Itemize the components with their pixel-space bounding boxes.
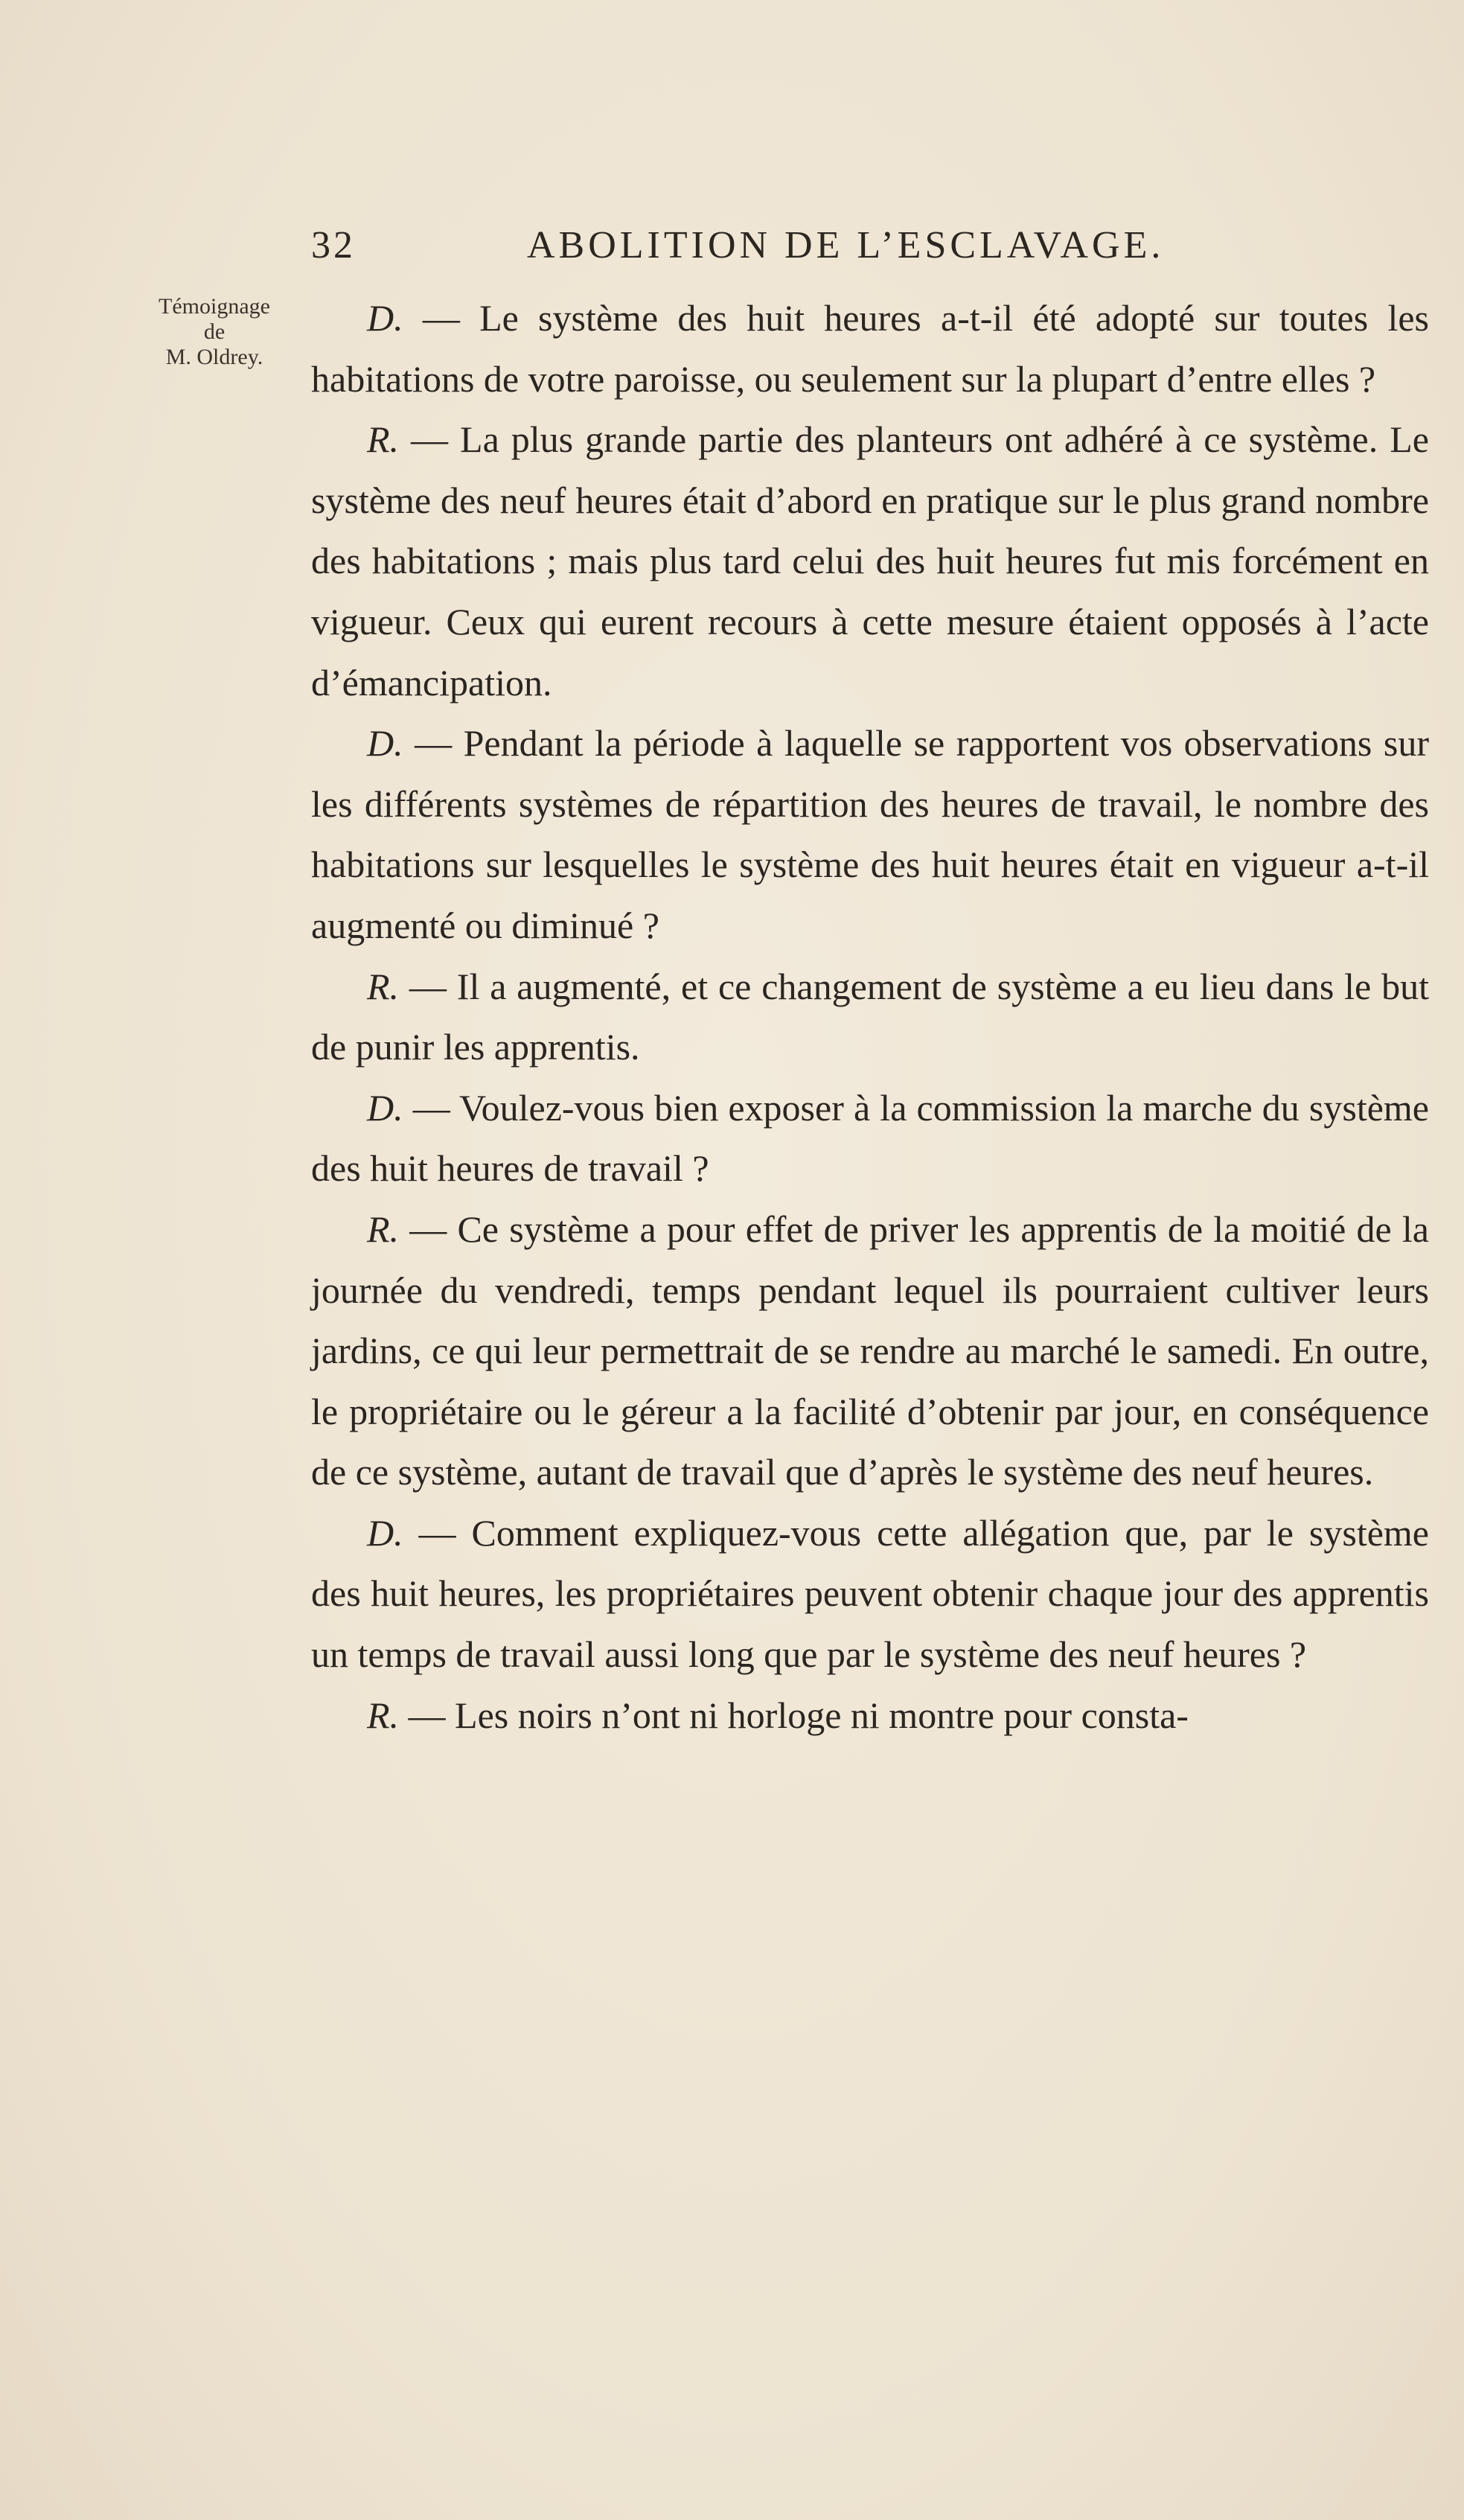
speaker-label: D. (367, 722, 403, 765)
paragraph (311, 713, 1429, 956)
paragraph-text: — Les noirs n’ont ni horloge ni montre pour consta- (399, 1694, 1189, 1736)
paragraph-text: — Ce système a pour effet de priver les apprentis de la moitié de la journée du vendredi, temps pendant lequel ils pourraient cultiver leurs jardins, ce qui leur permettrait de se rendre au marché le samedi. En outre, le propriétaire ou le géreur a la facilité d’obtenir par jour, en conséquence de ce système, autant de travail que d’après le système des neuf heures. (311, 1208, 1429, 1493)
body-text (311, 288, 1429, 1746)
page-number: 32 (311, 224, 356, 267)
speaker-label: R. (367, 1208, 400, 1250)
paragraph-text: — Voulez-vous bien exposer à la commission la marche du système des huit heures de travail ? (311, 1086, 1429, 1190)
speaker-label: R. (367, 418, 400, 461)
speaker-label: D. (367, 1086, 403, 1129)
margin-note (118, 294, 311, 370)
speaker-label: R. (367, 1694, 400, 1736)
speaker-label: R. (367, 965, 400, 1007)
running-head (311, 223, 1221, 283)
paragraph-text: — Il a augmenté, et ce changement de système a eu lieu dans le but de punir les apprentis. (311, 965, 1429, 1068)
running-title: ABOLITION DE L’ESCLAVAGE. (527, 224, 1165, 267)
paragraph (311, 957, 1429, 1078)
paragraph-text: — La plus grande partie des planteurs ont adhéré à ce système. Le système des neuf heures était d’abord en pratique sur le plus grand nombre des habitations ; mais plus tard celui des huit heures fut mis forcément en vigueur. Ceux qui eurent recours à cette mesure étaient opposés à l’acte d’émancipation. (311, 418, 1429, 704)
margin-note-line: de (203, 319, 226, 344)
paragraph-text: — Le système des huit heures a-t-il été adopté sur toutes les habitations de votre paroisse, ou seulement sur la plupart d’entre elles ? (311, 297, 1429, 400)
paragraph (311, 1199, 1429, 1503)
paragraph (311, 409, 1429, 713)
paragraph-text: — Comment expliquez-vous cette allégation que, par le système des huit heures, les propriétaires peuvent obtenir chaque jour des apprentis un temps de travail aussi long que par le système des neuf heures ? (311, 1511, 1429, 1676)
paragraph (311, 288, 1429, 409)
speaker-label: D. (367, 297, 403, 339)
paragraph (311, 1685, 1429, 1747)
margin-note-line: M. Oldrey. (165, 345, 263, 369)
margin-note-line: Témoignage (159, 294, 270, 319)
speaker-label: D. (367, 1511, 403, 1554)
paragraph (311, 1503, 1429, 1685)
paragraph-text: — Pendant la période à laquelle se rapportent vos observations sur les différents systèmes de répartition des heures de travail, le nombre des habitations sur lesquelles le système des huit heures était en vigueur a-t-il augmenté ou diminué ? (311, 722, 1429, 946)
paragraph (311, 1078, 1429, 1199)
